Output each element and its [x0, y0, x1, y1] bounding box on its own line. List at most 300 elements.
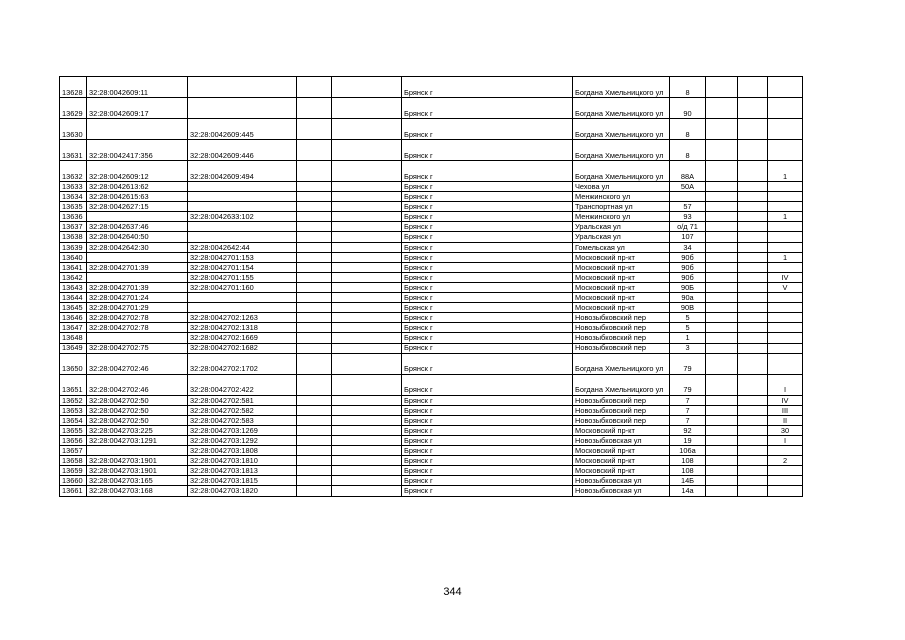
- empty-cell: [332, 333, 402, 343]
- table-row: [60, 486, 803, 496]
- premises-cadastral-number-cell: 32:28:0042703:1269: [188, 425, 297, 435]
- empty-cell: [332, 395, 402, 405]
- empty-cell: [297, 456, 332, 466]
- empty-cell: [738, 343, 768, 353]
- table-row: [60, 98, 803, 119]
- premises-cadastral-number-cell: 32:28:0042702:581: [188, 395, 297, 405]
- empty-cell: [332, 282, 402, 292]
- street-cell: Транспортная ул: [573, 202, 670, 212]
- premises-number-cell: I: [768, 374, 803, 395]
- empty-cell: [738, 77, 768, 98]
- street-cell: Уральская ул: [573, 232, 670, 242]
- cadastral-number-cell: [87, 212, 188, 222]
- cadastral-number-cell: 32:28:0042701:39: [87, 262, 188, 272]
- row-number-cell: 13632: [60, 161, 87, 182]
- premises-cadastral-number-cell: [188, 98, 297, 119]
- cadastral-number-cell: 32:28:0042701:24: [87, 293, 188, 303]
- table-row: [60, 303, 803, 313]
- cadastral-number-cell: [87, 333, 188, 343]
- street-cell: Новозыбковский пер: [573, 405, 670, 415]
- row-number-cell: 13645: [60, 303, 87, 313]
- empty-cell: [332, 232, 402, 242]
- house-number-cell: 8: [670, 119, 706, 140]
- house-number-cell: 7: [670, 395, 706, 405]
- house-number-cell: 90а: [670, 293, 706, 303]
- table-row: [60, 272, 803, 282]
- premises-number-cell: [768, 323, 803, 333]
- empty-cell: [332, 161, 402, 182]
- empty-cell: [332, 303, 402, 313]
- street-cell: Богдана Хмельницкого ул: [573, 374, 670, 395]
- house-number-cell: 14а: [670, 486, 706, 496]
- cadastral-number-cell: 32:28:0042702:50: [87, 415, 188, 425]
- row-number-cell: 13653: [60, 405, 87, 415]
- empty-cell: [738, 212, 768, 222]
- empty-cell: [706, 202, 738, 212]
- street-cell: Богдана Хмельницкого ул: [573, 119, 670, 140]
- table-row: [60, 476, 803, 486]
- house-number-cell: 90б: [670, 272, 706, 282]
- street-cell: Московский пр-кт: [573, 446, 670, 456]
- house-number-cell: 8: [670, 77, 706, 98]
- house-number-cell: 50А: [670, 182, 706, 192]
- table-row: [60, 323, 803, 333]
- cadastral-number-cell: 32:28:0042703:1291: [87, 435, 188, 445]
- cadastral-number-cell: 32:28:0042615:63: [87, 192, 188, 202]
- city-cell: Брянск г: [402, 202, 573, 212]
- street-cell: Московский пр-кт: [573, 293, 670, 303]
- premises-cadastral-number-cell: 32:28:0042609:445: [188, 119, 297, 140]
- empty-cell: [332, 77, 402, 98]
- city-cell: Брянск г: [402, 486, 573, 496]
- empty-cell: [738, 405, 768, 415]
- empty-cell: [332, 353, 402, 374]
- empty-cell: [706, 293, 738, 303]
- premises-cadastral-number-cell: 32:28:0042702:1318: [188, 323, 297, 333]
- empty-cell: [738, 140, 768, 161]
- empty-cell: [738, 333, 768, 343]
- empty-cell: [706, 222, 738, 232]
- empty-cell: [297, 476, 332, 486]
- cadastral-number-cell: 32:28:0042702:75: [87, 343, 188, 353]
- city-cell: Брянск г: [402, 343, 573, 353]
- empty-cell: [332, 374, 402, 395]
- empty-cell: [706, 323, 738, 333]
- premises-number-cell: [768, 222, 803, 232]
- empty-cell: [738, 252, 768, 262]
- premises-number-cell: [768, 466, 803, 476]
- street-cell: Московский пр-кт: [573, 303, 670, 313]
- empty-cell: [706, 466, 738, 476]
- empty-cell: [297, 202, 332, 212]
- empty-cell: [332, 272, 402, 282]
- empty-cell: [738, 313, 768, 323]
- empty-cell: [738, 374, 768, 395]
- cadastral-number-cell: 32:28:0042609:11: [87, 77, 188, 98]
- premises-cadastral-number-cell: 32:28:0042609:494: [188, 161, 297, 182]
- cadastral-number-cell: 32:28:0042613:62: [87, 182, 188, 192]
- empty-cell: [706, 182, 738, 192]
- city-cell: Брянск г: [402, 161, 573, 182]
- city-cell: Брянск г: [402, 242, 573, 252]
- empty-cell: [297, 252, 332, 262]
- premises-cadastral-number-cell: [188, 232, 297, 242]
- premises-cadastral-number-cell: 32:28:0042702:583: [188, 415, 297, 425]
- empty-cell: [706, 395, 738, 405]
- empty-cell: [738, 395, 768, 405]
- row-number-cell: 13639: [60, 242, 87, 252]
- empty-cell: [332, 222, 402, 232]
- row-number-cell: 13636: [60, 212, 87, 222]
- house-number-cell: 14Б: [670, 476, 706, 486]
- empty-cell: [706, 98, 738, 119]
- row-number-cell: 13646: [60, 313, 87, 323]
- premises-number-cell: [768, 182, 803, 192]
- house-number-cell: 90б: [670, 262, 706, 272]
- premises-number-cell: [768, 303, 803, 313]
- table-row: [60, 192, 803, 202]
- house-number-cell: 79: [670, 374, 706, 395]
- empty-cell: [332, 293, 402, 303]
- premises-cadastral-number-cell: 32:28:0042702:422: [188, 374, 297, 395]
- table-row: [60, 343, 803, 353]
- empty-cell: [332, 486, 402, 496]
- city-cell: Брянск г: [402, 262, 573, 272]
- street-cell: Московский пр-кт: [573, 425, 670, 435]
- table-row: [60, 202, 803, 212]
- table-row: [60, 456, 803, 466]
- city-cell: Брянск г: [402, 282, 573, 292]
- empty-cell: [738, 222, 768, 232]
- empty-cell: [706, 476, 738, 486]
- cadastral-number-cell: [87, 119, 188, 140]
- row-number-cell: 13648: [60, 333, 87, 343]
- empty-cell: [706, 232, 738, 242]
- empty-cell: [297, 262, 332, 272]
- empty-cell: [706, 262, 738, 272]
- cadastral-number-cell: 32:28:0042627:15: [87, 202, 188, 212]
- table-row: [60, 333, 803, 343]
- street-cell: Новозыбковская ул: [573, 486, 670, 496]
- premises-cadastral-number-cell: [188, 293, 297, 303]
- house-number-cell: 57: [670, 202, 706, 212]
- street-cell: Новозыбковский пер: [573, 415, 670, 425]
- empty-cell: [297, 232, 332, 242]
- row-number-cell: 13660: [60, 476, 87, 486]
- empty-cell: [706, 343, 738, 353]
- house-number-cell: 90б: [670, 252, 706, 262]
- row-number-cell: 13634: [60, 192, 87, 202]
- empty-cell: [706, 119, 738, 140]
- row-number-cell: 13643: [60, 282, 87, 292]
- house-number-cell: 108: [670, 466, 706, 476]
- empty-cell: [297, 303, 332, 313]
- empty-cell: [706, 212, 738, 222]
- premises-cadastral-number-cell: 32:28:0042609:446: [188, 140, 297, 161]
- empty-cell: [332, 405, 402, 415]
- table-row: [60, 262, 803, 272]
- city-cell: Брянск г: [402, 98, 573, 119]
- street-cell: Богдана Хмельницкого ул: [573, 98, 670, 119]
- empty-cell: [297, 466, 332, 476]
- empty-cell: [738, 161, 768, 182]
- empty-cell: [706, 374, 738, 395]
- street-cell: Богдана Хмельницкого ул: [573, 161, 670, 182]
- street-cell: Чехова ул: [573, 182, 670, 192]
- empty-cell: [297, 98, 332, 119]
- street-cell: Новозыбковский пер: [573, 343, 670, 353]
- empty-cell: [297, 192, 332, 202]
- empty-cell: [332, 119, 402, 140]
- empty-cell: [706, 272, 738, 282]
- premises-number-cell: IV: [768, 395, 803, 405]
- street-cell: Московский пр-кт: [573, 466, 670, 476]
- empty-cell: [297, 446, 332, 456]
- premises-number-cell: [768, 476, 803, 486]
- premises-number-cell: [768, 333, 803, 343]
- empty-cell: [332, 212, 402, 222]
- empty-cell: [332, 446, 402, 456]
- empty-cell: [706, 425, 738, 435]
- empty-cell: [297, 374, 332, 395]
- empty-cell: [297, 182, 332, 192]
- premises-cadastral-number-cell: [188, 192, 297, 202]
- premises-number-cell: [768, 192, 803, 202]
- street-cell: Московский пр-кт: [573, 252, 670, 262]
- premises-number-cell: [768, 293, 803, 303]
- city-cell: Брянск г: [402, 405, 573, 415]
- empty-cell: [297, 282, 332, 292]
- house-number-cell: 8: [670, 140, 706, 161]
- empty-cell: [332, 323, 402, 333]
- premises-number-cell: [768, 140, 803, 161]
- row-number-cell: 13649: [60, 343, 87, 353]
- house-number-cell: 92: [670, 425, 706, 435]
- document-table-wrapper: [59, 76, 803, 497]
- city-cell: Брянск г: [402, 303, 573, 313]
- premises-number-cell: [768, 119, 803, 140]
- row-number-cell: 13642: [60, 272, 87, 282]
- street-cell: Богдана Хмельницкого ул: [573, 77, 670, 98]
- premises-cadastral-number-cell: [188, 202, 297, 212]
- table-row: [60, 405, 803, 415]
- premises-cadastral-number-cell: 32:28:0042703:1815: [188, 476, 297, 486]
- empty-cell: [297, 212, 332, 222]
- empty-cell: [738, 415, 768, 425]
- cadastral-number-cell: 32:28:0042702:50: [87, 395, 188, 405]
- empty-cell: [706, 435, 738, 445]
- street-cell: Московский пр-кт: [573, 272, 670, 282]
- city-cell: Брянск г: [402, 425, 573, 435]
- row-number-cell: 13651: [60, 374, 87, 395]
- city-cell: Брянск г: [402, 252, 573, 262]
- empty-cell: [297, 222, 332, 232]
- house-number-cell: 88А: [670, 161, 706, 182]
- city-cell: Брянск г: [402, 415, 573, 425]
- table-row: [60, 182, 803, 192]
- empty-cell: [332, 456, 402, 466]
- empty-cell: [738, 182, 768, 192]
- premises-number-cell: [768, 242, 803, 252]
- city-cell: Брянск г: [402, 323, 573, 333]
- empty-cell: [332, 425, 402, 435]
- premises-cadastral-number-cell: [188, 182, 297, 192]
- cadastral-number-cell: 32:28:0042703:1901: [87, 456, 188, 466]
- row-number-cell: 13657: [60, 446, 87, 456]
- empty-cell: [297, 140, 332, 161]
- premises-number-cell: [768, 353, 803, 374]
- row-number-cell: 13654: [60, 415, 87, 425]
- premises-cadastral-number-cell: 32:28:0042702:1669: [188, 333, 297, 343]
- cadastral-number-cell: 32:28:0042609:12: [87, 161, 188, 182]
- house-number-cell: 1: [670, 333, 706, 343]
- empty-cell: [738, 435, 768, 445]
- house-number-cell: 5: [670, 323, 706, 333]
- premises-number-cell: III: [768, 405, 803, 415]
- street-cell: Новозыбковский пер: [573, 395, 670, 405]
- empty-cell: [297, 242, 332, 252]
- premises-cadastral-number-cell: 32:28:0042703:1292: [188, 435, 297, 445]
- city-cell: Брянск г: [402, 374, 573, 395]
- street-cell: Богдана Хмельницкого ул: [573, 353, 670, 374]
- house-number-cell: 5: [670, 313, 706, 323]
- empty-cell: [738, 446, 768, 456]
- premises-number-cell: [768, 202, 803, 212]
- row-number-cell: 13659: [60, 466, 87, 476]
- empty-cell: [297, 395, 332, 405]
- street-cell: Гомельская ул: [573, 242, 670, 252]
- empty-cell: [738, 202, 768, 212]
- empty-cell: [332, 182, 402, 192]
- empty-cell: [297, 333, 332, 343]
- empty-cell: [332, 252, 402, 262]
- table-row: [60, 415, 803, 425]
- empty-cell: [706, 405, 738, 415]
- cadastral-number-cell: 32:28:0042702:46: [87, 353, 188, 374]
- cadastral-number-cell: [87, 272, 188, 282]
- empty-cell: [297, 293, 332, 303]
- premises-cadastral-number-cell: [188, 303, 297, 313]
- table-row: [60, 222, 803, 232]
- row-number-cell: 13652: [60, 395, 87, 405]
- house-number-cell: 7: [670, 405, 706, 415]
- premises-number-cell: V: [768, 282, 803, 292]
- table-row: [60, 313, 803, 323]
- premises-cadastral-number-cell: 32:28:0042702:582: [188, 405, 297, 415]
- premises-cadastral-number-cell: 32:28:0042703:1813: [188, 466, 297, 476]
- row-number-cell: 13650: [60, 353, 87, 374]
- empty-cell: [332, 343, 402, 353]
- house-number-cell: 79: [670, 353, 706, 374]
- empty-cell: [706, 161, 738, 182]
- city-cell: Брянск г: [402, 395, 573, 405]
- empty-cell: [332, 262, 402, 272]
- empty-cell: [332, 140, 402, 161]
- premises-number-cell: [768, 77, 803, 98]
- premises-number-cell: [768, 343, 803, 353]
- empty-cell: [297, 353, 332, 374]
- street-cell: Новозыбковский пер: [573, 313, 670, 323]
- empty-cell: [297, 486, 332, 496]
- empty-cell: [738, 262, 768, 272]
- street-cell: Богдана Хмельницкого ул: [573, 140, 670, 161]
- row-number-cell: 13661: [60, 486, 87, 496]
- empty-cell: [332, 476, 402, 486]
- cadastral-number-cell: 32:28:0042703:165: [87, 476, 188, 486]
- table-row: [60, 252, 803, 262]
- street-cell: Новозыбковская ул: [573, 435, 670, 445]
- empty-cell: [332, 313, 402, 323]
- street-cell: Новозыбковский пер: [573, 333, 670, 343]
- street-cell: Московский пр-кт: [573, 282, 670, 292]
- table-row: [60, 435, 803, 445]
- premises-number-cell: I: [768, 435, 803, 445]
- premises-cadastral-number-cell: 32:28:0042703:1820: [188, 486, 297, 496]
- empty-cell: [706, 415, 738, 425]
- table-body: [60, 77, 803, 497]
- empty-cell: [332, 202, 402, 212]
- table-row: [60, 282, 803, 292]
- empty-cell: [706, 282, 738, 292]
- empty-cell: [706, 353, 738, 374]
- table-row: [60, 395, 803, 405]
- empty-cell: [332, 466, 402, 476]
- premises-cadastral-number-cell: 32:28:0042642:44: [188, 242, 297, 252]
- street-cell: Новозыбковская ул: [573, 476, 670, 486]
- house-number-cell: 3: [670, 343, 706, 353]
- empty-cell: [738, 323, 768, 333]
- house-number-cell: 19: [670, 435, 706, 445]
- premises-number-cell: IV: [768, 272, 803, 282]
- street-cell: Менжинского ул: [573, 212, 670, 222]
- empty-cell: [297, 425, 332, 435]
- premises-number-cell: 1: [768, 161, 803, 182]
- house-number-cell: [670, 192, 706, 202]
- cadastral-number-cell: 32:28:0042417:356: [87, 140, 188, 161]
- city-cell: Брянск г: [402, 222, 573, 232]
- row-number-cell: 13641: [60, 262, 87, 272]
- street-cell: Менжинского ул: [573, 192, 670, 202]
- premises-cadastral-number-cell: 32:28:0042702:1263: [188, 313, 297, 323]
- empty-cell: [706, 303, 738, 313]
- premises-cadastral-number-cell: 32:28:0042701:154: [188, 262, 297, 272]
- city-cell: Брянск г: [402, 293, 573, 303]
- house-number-cell: 90: [670, 98, 706, 119]
- cadastral-number-cell: 32:28:0042640:50: [87, 232, 188, 242]
- premises-cadastral-number-cell: 32:28:0042702:1702: [188, 353, 297, 374]
- premises-cadastral-number-cell: 32:28:0042701:160: [188, 282, 297, 292]
- empty-cell: [706, 242, 738, 252]
- house-number-cell: 90В: [670, 303, 706, 313]
- row-number-cell: 13628: [60, 77, 87, 98]
- row-number-cell: 13631: [60, 140, 87, 161]
- empty-cell: [738, 272, 768, 282]
- empty-cell: [738, 456, 768, 466]
- cadastral-number-cell: 32:28:0042702:46: [87, 374, 188, 395]
- table-row: [60, 77, 803, 98]
- empty-cell: [332, 98, 402, 119]
- premises-cadastral-number-cell: 32:28:0042633:102: [188, 212, 297, 222]
- empty-cell: [297, 272, 332, 282]
- premises-cadastral-number-cell: 32:28:0042701:153: [188, 252, 297, 262]
- premises-number-cell: [768, 446, 803, 456]
- empty-cell: [706, 446, 738, 456]
- street-cell: Новозыбковский пер: [573, 323, 670, 333]
- city-cell: Брянск г: [402, 182, 573, 192]
- empty-cell: [706, 486, 738, 496]
- empty-cell: [297, 313, 332, 323]
- empty-cell: [738, 486, 768, 496]
